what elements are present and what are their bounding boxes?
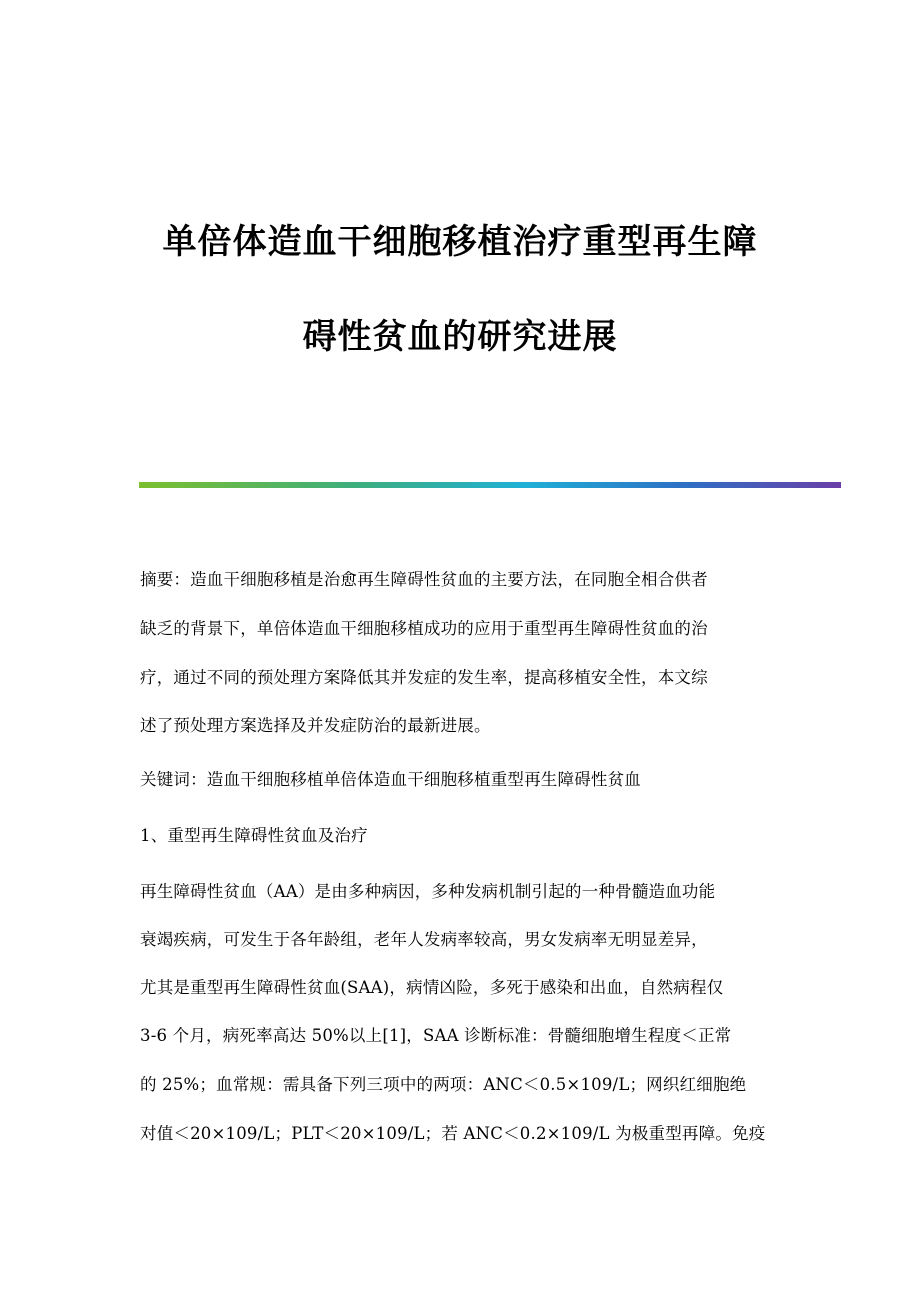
title-divider [139, 482, 841, 488]
section-body-line-4: 3-6 个月，病死率高达 50%以上[1]，SAA 诊断标准：骨髓细胞增生程度＜正常 [140, 1026, 732, 1045]
section-body-line-1: 再生障碍性贫血（AA）是由多种病因，多种发病机制引起的一种骨髓造血功能 [140, 882, 716, 901]
abstract-line-4: 述了预处理方案选择及并发症防治的最新进展。 [140, 716, 491, 735]
abstract-line-1: 摘要：造血干细胞移植是治愈再生障碍性贫血的主要方法，在同胞全相合供者 [140, 570, 708, 589]
section-body-line-5: 的 25%；血常规：需具备下列三项中的两项：ANC＜0.5×109/L；网织红细胞绝 [140, 1075, 747, 1094]
section-heading: 1、重型再生障碍性贫血及治疗 [140, 826, 368, 845]
abstract-line-2: 缺乏的背景下，单倍体造血干细胞移植成功的应用于重型再生障碍性贫血的治 [140, 619, 708, 638]
keywords-line: 关键词：造血干细胞移植单倍体造血干细胞移植重型再生障碍性贫血 [140, 770, 641, 789]
abstract-line-3: 疗，通过不同的预处理方案降低其并发症的发生率，提高移植安全性，本文综 [140, 668, 708, 687]
section-body-line-3: 尤其是重型再生障碍性贫血(SAA)，病情凶险，多死于感染和出血，自然病程仅 [140, 978, 724, 997]
document-title-line-2: 碍性贫血的研究进展 [302, 317, 618, 357]
section-body-line-6: 对值＜20×109/L；PLT＜20×109/L；若 ANC＜0.2×109/L 为极重型再障。免疫 [140, 1124, 766, 1143]
document-title-line-1: 单倍体造血干细胞移植治疗重型再生障 [162, 222, 758, 262]
section-body-line-2: 衰竭疾病，可发生于各年龄组，老年人发病率较高，男女发病率无明显差异， [140, 930, 708, 949]
